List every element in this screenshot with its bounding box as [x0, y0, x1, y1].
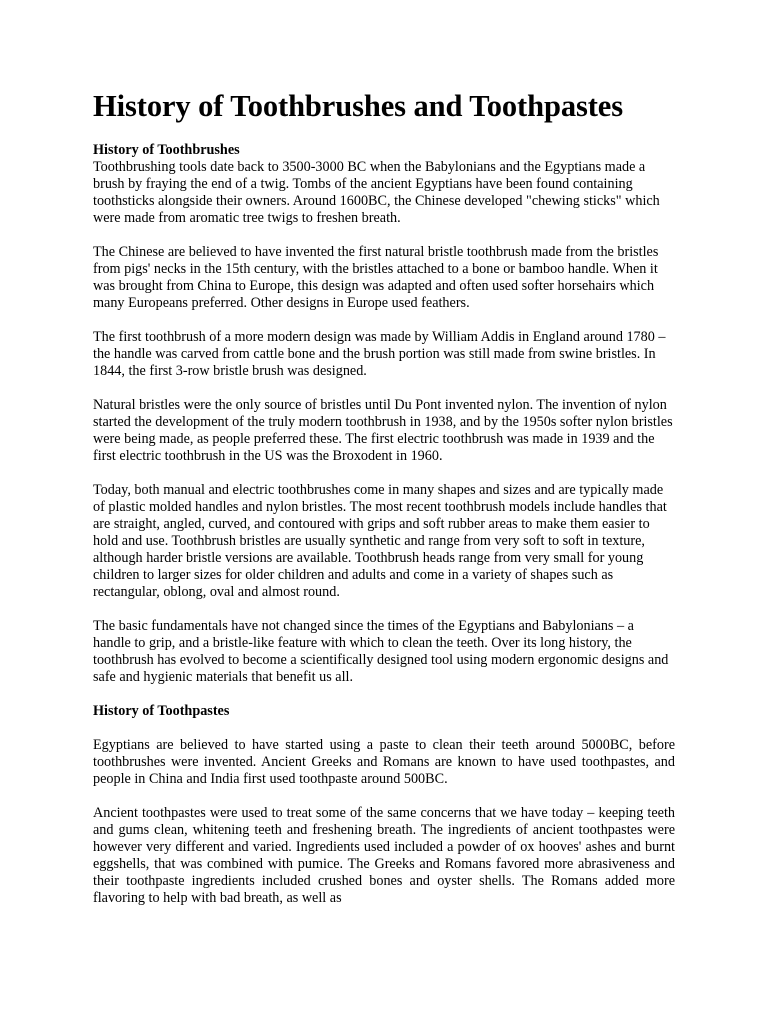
paragraph: The basic fundamentals have not changed since the times of the Egyptians and Babylonians – a handle to grip, and a bristle-like feature with which to clean the teeth. Over its long history, the toothbrush has evolved to become a scientifically designed tool using modern ergonomic designs and safe and hygienic materials that benefit us all. [93, 618, 669, 685]
paragraph: Today, both manual and electric toothbrushes come in many shapes and sizes and are typically made of plastic molded handles and nylon bristles. The most recent toothbrush models include handles that are straight, angled, curved, and contoured with grips and soft rubber areas to make them easier to hold and use. Toothbrush bristles are usually synthetic and range from very soft to soft in texture, although harder bristle versions are available. Toothbrush heads range from very small for young children to larger sizes for older children and adults and come in a variety of shapes such as rectangular, oblong, oval and almost round. [93, 482, 667, 600]
document-page [93, 88, 675, 907]
paragraph: The Chinese are believed to have invented the first natural bristle toothbrush made from the bristles from pigs' necks in the 15th century, with the bristles attached to a bone or bamboo handle. When it was brought from China to Europe, this design was adapted and often used softer horsehairs which many Europeans preferred. Other designs in Europe used feathers. [93, 244, 659, 311]
paragraph: Toothbrushing tools date back to 3500-3000 BC when the Babylonians and the Egyptians made a brush by fraying the end of a twig. Tombs of the ancient Egyptians have been found containing toothsticks alongside their owners. Around 1600BC, the Chinese developed "chewing sticks" which were made from aromatic tree twigs to freshen breath. [93, 159, 660, 226]
page-title: History of Toothbrushes and Toothpastes [93, 89, 624, 123]
section-heading-toothpastes: History of Toothpastes [93, 703, 230, 719]
paragraph: Ancient toothpastes were used to treat some of the same concerns that we have today – keeping teeth and gums clean, whitening teeth and freshening breath. The ingredients of ancient toothpastes were however very different and varied. Ingredients used included a powder of ox hooves' ashes and burnt eggshells, that was combined with pumice. The Greeks and Romans favored more abrasiveness and their toothpaste ingredients included crushed bones and oyster shells. The Romans added more flavoring to help with bad breath, as well as [93, 805, 675, 906]
paragraph: Egyptians are believed to have started using a paste to clean their teeth around 5000BC, before toothbrushes were invented. Ancient Greeks and Romans are known to have used toothpastes, and people in China and India first used toothpaste around 500BC. [93, 737, 675, 787]
paragraph: The first toothbrush of a more modern design was made by William Addis in England around 1780 – the handle was carved from cattle bone and the brush portion was still made from swine bristles. In 1844, the first 3-row bristle brush was designed. [93, 329, 666, 379]
section-heading-toothbrushes: History of Toothbrushes [93, 142, 240, 158]
paragraph: Natural bristles were the only source of bristles until Du Pont invented nylon. The invention of nylon started the development of the truly modern toothbrush in 1938, and by the 1950s softer nylon bristles were being made, as people preferred these. The first electric toothbrush was made in 1939 and the first electric toothbrush in the US was the Broxodent in 1960. [93, 397, 673, 464]
